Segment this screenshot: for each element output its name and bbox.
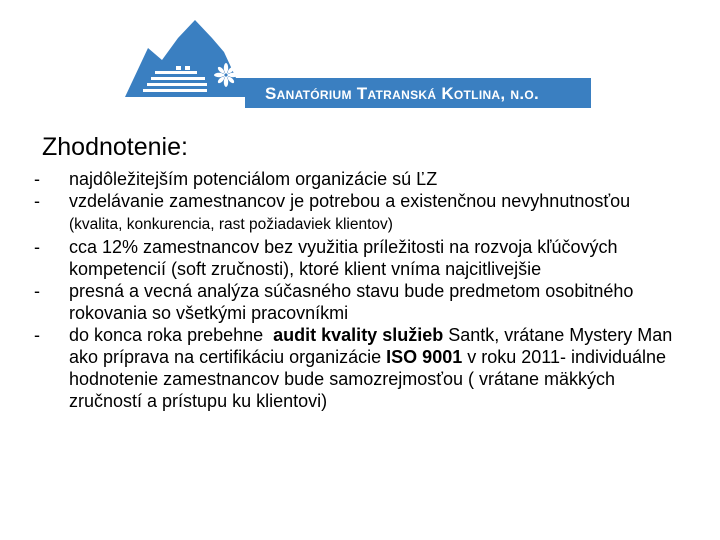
building-stripe [143, 89, 207, 92]
list-item [34, 324, 674, 412]
list-item [34, 280, 674, 324]
bullet-text: vzdelávanie zamestnancov je potrebou a existenčnou nevyhnutnosťou [69, 191, 631, 211]
bullet-marker: - [34, 191, 40, 211]
bullet-text: Santk, vrátane Mystery Man ako príprava na certifikáciu organizácie [69, 325, 673, 367]
sanatorium-logo [0, 0, 720, 125]
building-stripe [151, 77, 205, 80]
bullet-text-bold: audit kvality služieb [273, 325, 444, 345]
bullet-marker: - [34, 325, 40, 345]
bullet-text: v roku 2011- individuálne hodnotenie zamestnancov bude samozrejmosťou ( vrátane mäkkých zručností a prístupu ku klientovi) [69, 347, 667, 411]
building-stripe [155, 71, 197, 74]
page-title: Zhodnotenie: [42, 133, 188, 161]
building-window [185, 66, 190, 70]
bullet-text-bold: ISO 9001 [386, 347, 463, 367]
bullet-text: presná a vecná analýza súčasného stavu bude predmetom osobitného rokovania so všetkými pracovníkmi [69, 281, 634, 323]
list-item [34, 168, 674, 190]
bullet-text-small: (kvalita, konkurencia, rast požiadaviek klientov) [69, 216, 393, 233]
bullet-list [34, 168, 674, 412]
bullet-text: najdôležitejším potenciálom organizácie sú ĽZ [69, 169, 438, 189]
building-window [176, 66, 181, 70]
building-stripe [147, 83, 207, 86]
list-item [34, 190, 674, 236]
bullet-marker: - [34, 237, 40, 257]
company-name: Sanatórium Tatranská Kotlina, n.o. [265, 84, 540, 103]
bullet-text: do konca roka prebehne [69, 325, 274, 345]
bullet-text: cca 12% zamestnancov bez využitia príležitosti na rozvoja kľúčových kompetencií (soft zručnosti), ktoré klient vníma najcitlivejšie [69, 237, 618, 279]
mountain-logo-graphic [0, 0, 720, 125]
bullet-marker: - [34, 169, 40, 189]
list-item [34, 236, 674, 280]
bullet-marker: - [34, 281, 40, 301]
